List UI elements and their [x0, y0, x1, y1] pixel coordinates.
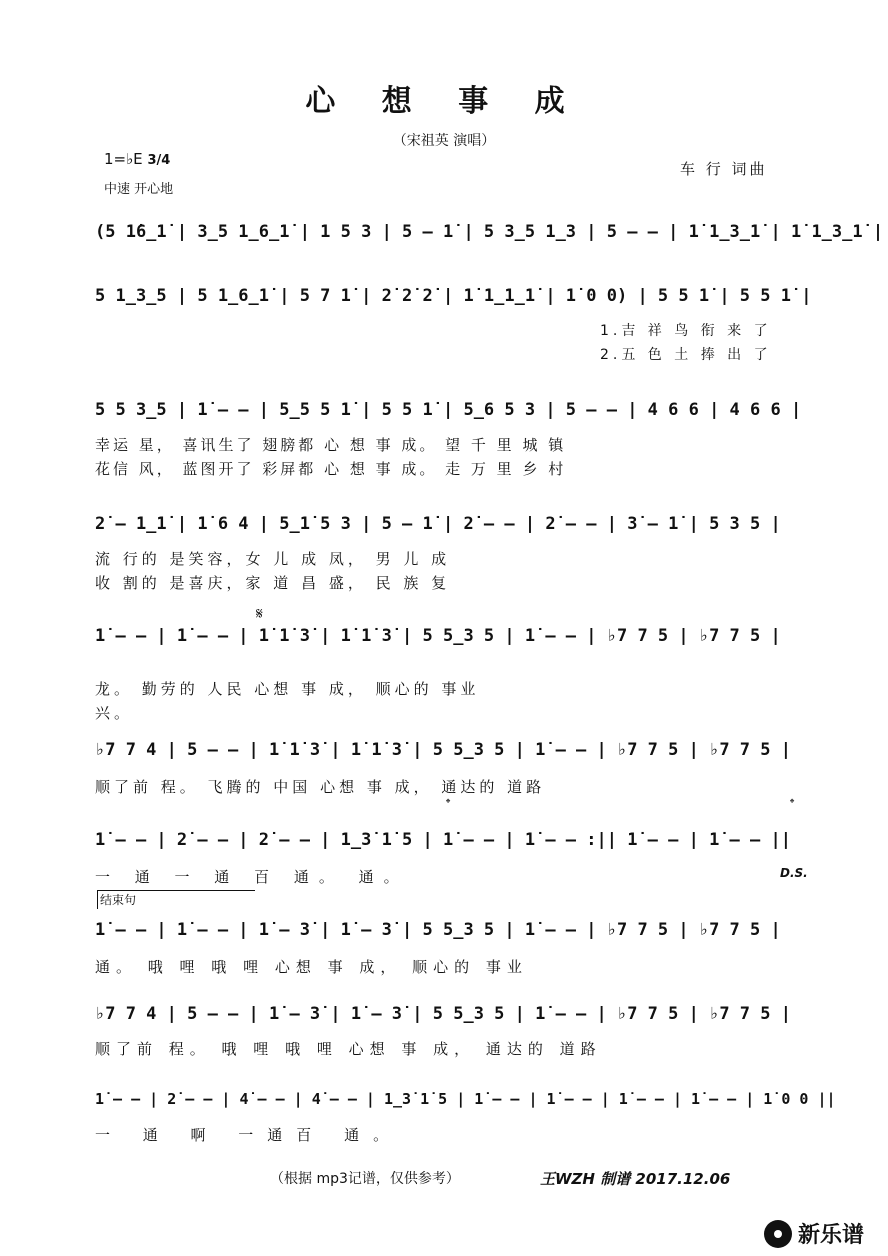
notes-row: 5 1̲3̲5 | 5 1̲6̲1̇ | 5 7 1̇ | 2̇ 2̇ 2̇ | 1̇ 1̲1̲1̇ | 1̇ 0 0) | 5 5 1̇ | 5 5 1̇ | [95, 286, 812, 306]
ending-label: 结束句 [97, 890, 255, 909]
segno-sign: 𝄋 [256, 604, 263, 623]
lyric-verse-2: 花信 风， 蓝图开了 彩屏都 心 想 事 成。 走 万 里 乡 村 [95, 460, 567, 478]
notes-row: 1̇ – – | 1̇ – – | 1̇ 1̇ 3̇ | 1̇ 1̇ 3̇ | 5 5̲3 5 | 1̇ – – | ♭7 7 5 | ♭7 7 5 | [95, 626, 781, 646]
lyric-verse-1: 幸运 星， 喜讯生了 翅膀都 心 想 事 成。 望 千 里 城 镇 [95, 436, 567, 454]
lyric-line-2: 兴。 [95, 704, 134, 722]
notes-row: 1̇ – – | 2̇ – – | 2̇ – – | 1̲3̇ 1̇ 5 | 1̇ – – | 1̇ – – :|| 1̇ – – | 1̇ – – || [95, 830, 791, 850]
notes-row: 2̇ – 1̲1̇ | 1̇ 6 4 | 5̲1̇ 5 3 | 5 – 1̇ | 2̇ – – | 2̇ – – | 3̇ – 1̇ | 5 3 5 | [95, 514, 781, 534]
notes-row: 1̇ – – | 1̇ – – | 1̇ – 3̇ | 1̇ – 3̇ | 5 5̲3 5 | 1̇ – – | ♭7 7 5 | ♭7 7 5 | [95, 920, 781, 940]
song-title: 心 想 事 成 [305, 84, 583, 119]
notes-row: ♭7 7 4 | 5 – – | 1̇ 1̇ 3̇ | 1̇ 1̇ 3̇ | 5 5̲3 5 | 1̇ – – | ♭7 7 5 | ♭7 7 5 | [95, 740, 791, 760]
key-signature [104, 150, 170, 168]
notes-row: 1̇ – – | 2̇ – – | 4̇ – – | 4̇ – – | 1̲3̇ 1̇ 5 | 1̇ – – | 1̇ – – | 1̇ – – | 1̇ – – | 1̇ 0 0 || [95, 1090, 836, 1108]
transcriber-credit: 王WZH 制谱 2017.12.06 [540, 1170, 731, 1188]
coda-sign: 𝄌 [446, 796, 451, 810]
performer-subtitle: （宋祖英 演唱） [392, 133, 496, 149]
notes-row: ♭7 7 4 | 5 – – | 1̇ – 3̇ | 1̇ – 3̇ | 5 5̲3 5 | 1̇ – – | ♭7 7 5 | ♭7 7 5 | [95, 1004, 791, 1024]
notes-row: 5 5 3̲5 | 1̇ – – | 5̲5 5 1̇ | 5 5 1̇ | 5̲6 5 3 | 5 – – | 4 6 6 | 4 6 6 | [95, 400, 802, 420]
site-logo [764, 1218, 864, 1249]
lyric-verse-1: 流 行的 是笑容，女 儿 成 凤， 男 儿 成 [95, 550, 451, 568]
coda-sign-2: 𝄌 [790, 796, 795, 810]
ds-marking: D.S. [780, 866, 808, 880]
lyric-line: 通。 哦 哩 哦 哩 心想 事 成， 顺心的 事业 [95, 958, 528, 976]
key-label: 1=♭E [104, 150, 143, 168]
logo-text: 新乐谱 [798, 1223, 865, 1248]
disc-icon [764, 1220, 792, 1248]
lyric-line: 一 通 啊 一通百 通。 [95, 1126, 403, 1144]
lyric-verse-1: 1.吉 祥 鸟 衔 来 了 [600, 323, 772, 339]
credit: 车 行 词曲 [680, 160, 768, 178]
lyric-line: 龙。 勤劳的 人民 心想 事 成， 顺心的 事业 [95, 680, 480, 698]
lyric-line: 顺了前 程。 哦 哩 哦 哩 心想 事 成， 通达的 道路 [95, 1040, 602, 1058]
lyric-verse-2: 收 割的 是喜庆，家 道 昌 盛， 民 族 复 [95, 574, 451, 592]
lyric-line: 顺了前 程。 飞腾的 中国 心想 事 成， 通达的 道路 [95, 778, 546, 796]
tempo-marking: 中速 开心地 [104, 182, 174, 197]
notes-row: (5 1̇6̲1̇ | 3̲5 1̲6̲1̇ | 1 5 3 | 5 – 1̇ | 5 3̲5 1̲3 | 5 – – | 1̇ 1̲3̲1̇ | 1̇ 1̲3̲1̇ | [95, 222, 884, 242]
lyric-verse-2: 2.五 色 土 捧 出 了 [600, 347, 772, 363]
time-signature: 3/4 [147, 153, 171, 168]
lyric-line: 一 通 一 通 百 通。 通。 [95, 868, 409, 886]
footer-note: （根据 mp3记谱，仅供参考） [270, 1171, 460, 1187]
